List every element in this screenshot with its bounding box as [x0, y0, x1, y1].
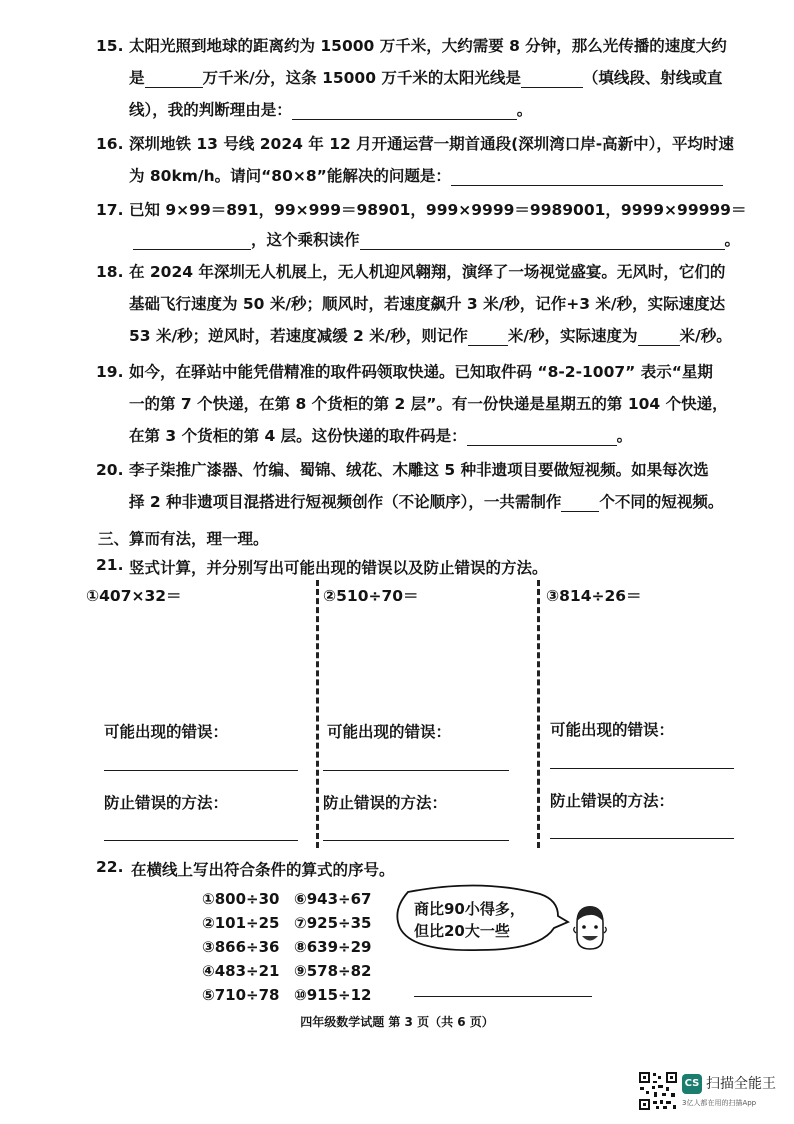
q16-line-1: 深圳地铁 13 号线 2024 年 12 月开通运营一期首通段(深圳湾口岸-高新中），平均时速: [129, 135, 734, 153]
q21-problem-2: ②510÷70＝: [323, 587, 419, 605]
qr-code-icon: [638, 1071, 678, 1111]
q20-line-1: 李子柒推广漆器、竹编、蜀锦、绒花、木雕这 5 种非遗项目要做短视频。如果每次选: [129, 461, 709, 479]
q18-text-c: 米/秒。: [679, 327, 732, 345]
q16-text: 为 80km/h。请问“80×8”能解决的问题是：: [129, 167, 451, 185]
q19-text-end: 。: [616, 427, 633, 445]
q19-number: 19.: [96, 363, 124, 381]
q18-text-b: 米/秒，实际速度为: [507, 327, 638, 345]
q21-instruction: 竖式计算，并分别写出可能出现的错误以及防止错误的方法。: [129, 559, 548, 577]
q17-text: ，这个乘积读作: [251, 231, 360, 249]
column-divider-2: [537, 580, 540, 848]
camscanner-logo: CS: [682, 1074, 702, 1094]
q18-line-2: 基础飞行速度为 50 米/秒；顺风时，若速度飙升 3 米/秒，记作+3 米/秒，实际速度达: [129, 295, 726, 313]
q15-blank-line-type[interactable]: [521, 71, 583, 88]
bubble-line-2: 但比20大一些: [414, 922, 510, 940]
q21-problem-3: ③814÷26＝: [546, 587, 642, 605]
q19-text: 在第 3 个货柜的第 4 层。这份快递的取件码是：: [129, 427, 467, 445]
q21-error-label-1: 可能出现的错误：: [104, 723, 229, 741]
q22-choice-6: ⑥943÷67: [294, 890, 372, 908]
q21-method-label-1: 防止错误的方法：: [104, 794, 229, 812]
q18-line-1: 在 2024 年深圳无人机展上，无人机迎风翱翔，演绎了一场视觉盛宴。无风时，它们的: [129, 263, 726, 281]
q21-method-line-2[interactable]: [323, 840, 509, 841]
q19-line-2: 一的第 7 个快递，在第 8 个货柜的第 2 层”。有一份快递是星期五的第 104 个快递，: [129, 395, 728, 413]
q21-error-label-2: 可能出现的错误：: [327, 723, 452, 741]
section-3-title: 三、算而有法，理一理。: [98, 530, 269, 548]
q17-blank-product[interactable]: [133, 233, 251, 250]
q18-blank-speed[interactable]: [638, 329, 680, 346]
q20-line-2: [129, 492, 723, 512]
q21-method-label-3: 防止错误的方法：: [550, 792, 675, 810]
q18-text-a: 53 米/秒；逆风时，若速度减缓 2 米/秒，则记作: [129, 327, 468, 345]
q15-blank-speed[interactable]: [145, 71, 203, 88]
cartoon-boy-icon: [572, 903, 608, 953]
q19-line-3: [129, 426, 632, 446]
q17-line-2: [133, 230, 740, 250]
q21-error-label-3: 可能出现的错误：: [550, 721, 675, 739]
q22-choice-10: ⑩915÷12: [294, 986, 372, 1004]
q21-method-line-1[interactable]: [104, 840, 298, 841]
q17-number: 17.: [96, 201, 124, 219]
q21-error-line-2[interactable]: [323, 770, 509, 771]
q22-choice-9: ⑨578÷82: [294, 962, 372, 980]
q18-blank-record[interactable]: [468, 329, 508, 346]
q15-line-3: [129, 100, 532, 120]
q22-instruction: 在横线上写出符合条件的算式的序号。: [131, 861, 395, 879]
q15-line-1: 太阳光照到地球的距离约为 15000 万千米，大约需要 8 分钟，那么光传播的速度大约: [129, 37, 727, 55]
q15-blank-reason[interactable]: [292, 103, 517, 120]
q20-text-b: 个不同的短视频。: [599, 493, 724, 511]
q19-blank-code[interactable]: [467, 429, 617, 446]
q20-blank-count[interactable]: [561, 495, 599, 512]
q16-number: 16.: [96, 135, 124, 153]
q22-answer-line[interactable]: [414, 996, 592, 997]
q20-text-a: 择 2 种非遗项目混搭进行短视频创作（不论顺序），一共需制作: [129, 493, 562, 511]
q22-choice-1: ①800÷30: [202, 890, 280, 908]
q18-number: 18.: [96, 263, 124, 281]
q21-error-line-3[interactable]: [550, 768, 734, 769]
q22-choice-2: ②101÷25: [202, 914, 280, 932]
q17-blank-reading[interactable]: [360, 233, 725, 250]
q19-line-1: 如今，在驿站中能凭借精准的取件码领取快递。已知取件码 “8-2-1007” 表示“星期: [129, 363, 713, 381]
column-divider-1: [316, 580, 319, 848]
camscanner-tagline: 3亿人都在用的扫描App: [682, 1099, 757, 1107]
q15-text-e: 。: [516, 101, 533, 119]
q21-method-label-2: 防止错误的方法：: [323, 794, 448, 812]
q15-text-b: 万千米/分，这条 15000 万千米的太阳光线是: [202, 69, 521, 87]
q18-line-3: [129, 326, 732, 346]
camscanner-name: 扫描全能王: [706, 1076, 776, 1092]
q15-number: 15.: [96, 37, 124, 55]
q21-method-line-3[interactable]: [550, 838, 734, 839]
q17-text-end: 。: [724, 231, 741, 249]
q22-choice-7: ⑦925÷35: [294, 914, 372, 932]
q22-number: 22.: [96, 858, 124, 876]
q15-line-2: [129, 68, 722, 88]
q21-problem-1: ①407×32＝: [86, 587, 182, 605]
q22-choice-3: ③866÷36: [202, 938, 280, 956]
q22-choice-4: ④483÷21: [202, 962, 280, 980]
q22-choice-8: ⑧639÷29: [294, 938, 372, 956]
q21-error-line-1[interactable]: [104, 770, 298, 771]
q20-number: 20.: [96, 461, 124, 479]
q21-number: 21.: [96, 556, 124, 574]
q22-choice-5: ⑤710÷78: [202, 986, 280, 1004]
q15-text-d: 线），我的判断理由是：: [129, 101, 292, 119]
q17-line-1: 已知 9×99＝891，99×999＝98901，999×9999＝9989001，9999×99999＝: [129, 201, 747, 219]
q15-text-c: （填线段、射线或直: [582, 69, 723, 87]
bubble-line-1: 商比90小得多，: [414, 900, 525, 918]
q16-line-2: [129, 166, 723, 186]
q16-blank-problem[interactable]: [451, 169, 723, 186]
q15-text-a: 是: [129, 69, 145, 87]
page-footer: 四年级数学试题 第 3 页（共 6 页）: [300, 1015, 494, 1029]
